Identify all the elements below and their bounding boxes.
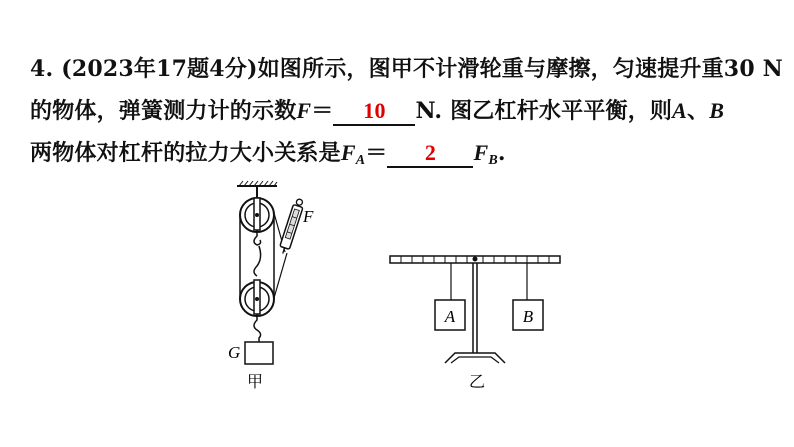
force-a-variable: F [340, 140, 356, 165]
weight-label-g: G [228, 343, 241, 362]
figure-yi-caption: 乙 [468, 372, 486, 390]
question-line3-prefix: 两物体对杠杆的拉力大小关系是 [30, 140, 341, 166]
period: . [497, 140, 506, 166]
question-line-1 [30, 48, 783, 90]
question-line-2 [30, 90, 770, 132]
lever-pivot [473, 257, 478, 262]
figure-jia-pulley-diagram [215, 180, 335, 395]
force-label-f: F [303, 207, 314, 226]
block-b-label: B [522, 307, 534, 326]
question-line2-suffix: N. 图乙杠杆水平平衡，则 [415, 98, 673, 124]
block-a-label: A [444, 307, 456, 326]
separator: 、 [686, 98, 710, 124]
spring-balance [278, 198, 305, 255]
fixed-pulley [240, 198, 274, 232]
answer-blank-2: 2 [387, 140, 473, 168]
question-line-3 [30, 132, 770, 182]
question-text [30, 48, 783, 182]
force-a-subscript: A [355, 153, 366, 168]
figure-jia-caption: 甲 [246, 372, 264, 391]
figure-yi-lever-diagram [385, 245, 565, 390]
weight-block [245, 342, 273, 364]
force-b-variable: F [473, 140, 489, 165]
force-b-subscript: B [488, 153, 498, 168]
question-number: 4. [30, 56, 54, 82]
equals-sign: ＝ [311, 98, 334, 124]
force-variable: F [296, 98, 312, 123]
object-a-label: A [672, 98, 687, 123]
object-b-label: B [709, 98, 725, 123]
equals-sign-2: ＝ [365, 140, 388, 166]
question-line2-prefix: 的物体，弹簧测力计的示数 [30, 98, 297, 124]
answer-blank-1: 10 [333, 98, 415, 126]
question-line1-text: 如图所示，图甲不计滑轮重与摩擦，匀速提升重30 N [257, 56, 783, 82]
movable-pulley [240, 280, 274, 316]
question-source: (2023年17题4分) [61, 56, 258, 82]
